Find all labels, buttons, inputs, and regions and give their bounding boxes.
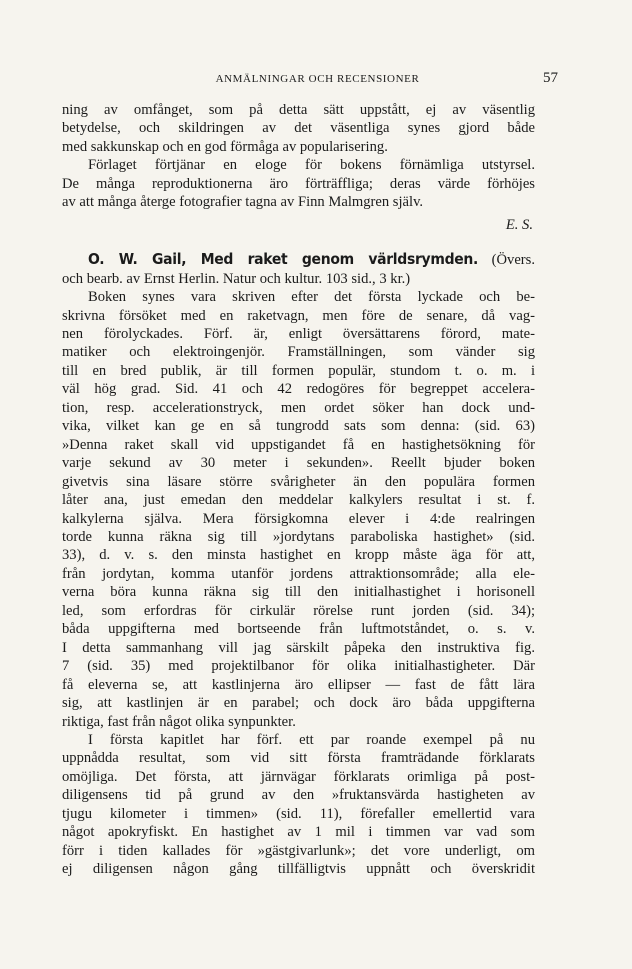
text-line: något apokryfiskt. En hastighet av 1 mil i timmen var vad som xyxy=(62,824,535,841)
review-title-line xyxy=(62,250,535,269)
page-header xyxy=(62,70,558,87)
text-line: uppnådda resultat, som vid sitt första framträdande förklarats xyxy=(62,750,535,767)
text-line: sig, att kastlinjen är en parabel; och dock äro båda uppgifterna xyxy=(62,695,535,712)
text-line: kalkylerna själva. Mera försigkomna elever i 4:de realringen xyxy=(62,510,535,527)
text-line: ning av omfånget, som på detta sätt uppstått, ej av väsentlig xyxy=(62,102,535,118)
running-head: ANMÄLNINGAR OCH RECENSIONER xyxy=(215,73,420,85)
text-line: låter ana, just emedan den meddelar kalkylers resultat i st. f. xyxy=(62,492,535,509)
text-line: av att många återge fotografier tagna av Finn Malmgren själv. xyxy=(62,194,424,211)
text-line: Boken synes vara skriven efter det första lyckade och be- xyxy=(88,289,535,306)
text-line: förr i tiden kallades för »gästgivarlunk»; det vore underligt, om xyxy=(62,842,535,859)
text-line: tjugu kilometer i timmen» (sid. 11), förefaller emellertid vara xyxy=(62,805,535,822)
text-line: tion, resp. accelerationstryck, men ordet söker han dock und- xyxy=(62,399,535,416)
text-line: verna böra kunna räkna sig till den initialhastighet i horisonell xyxy=(62,584,535,601)
review-heading xyxy=(62,250,535,288)
text-line: 33), d. v. s. den minsta hastighet en kropp måste äga för att, xyxy=(62,547,535,564)
text-line: led, som erfordras för cirkulär rörelse runt jorden (sid. 34); xyxy=(62,602,535,619)
text-line: Förlaget förtjänar en eloge för bokens förnämliga utstyrsel. xyxy=(88,157,535,174)
text-line: med sakkunskap och en god förmåga av popularisering. xyxy=(62,138,388,155)
text-line: skrivna försöket med en raketvagn, men före de senare, då vag- xyxy=(62,307,535,324)
body-text xyxy=(62,101,535,879)
review-paragraph-2 xyxy=(62,731,535,879)
review-paragraph-1 xyxy=(62,288,535,731)
text-line: matiker och elektroingenjör. Framställningen, som vänder sig xyxy=(62,344,535,361)
text-line: från jordytan, komma utanför jordens attraktionsområde; alla ele- xyxy=(62,565,535,582)
review-signature: E. S. xyxy=(505,216,533,233)
text-line: givetvis sina läsare större svårigheter än den populära formen xyxy=(62,473,535,490)
text-line: omöjliga. Det första, att järnvägar förklarats orimliga på post- xyxy=(62,768,535,785)
text-line: De många reproduktionerna äro förträffliga; deras värde förhöjes xyxy=(62,175,535,192)
text-line: väl hög grad. Sid. 41 och 42 redogöres för begreppet accelera- xyxy=(62,381,535,398)
text-line: ej diligensen någon gång tillfälligtvis uppnått och överskridit xyxy=(62,861,535,878)
text-line: diligensens tid på grund av den »fruktansvärda hastigheten av xyxy=(62,787,535,804)
text-line: I första kapitlet har förf. ett par roande exempel på nu xyxy=(88,731,535,748)
text-line: riktiga, fast från något olika synpunkter. xyxy=(62,713,296,730)
text-line: torde kunna räkna sig till »jordytans paraboliska hastighet» (sid. xyxy=(62,528,535,545)
title-details: (Övers. xyxy=(478,252,535,269)
text-line: »Denna raket skall vid uppstigandet få en hastighetsökning för xyxy=(62,436,535,453)
review-title-details: och bearb. av Ernst Herlin. Natur och kultur. 103 sid., 3 kr.) xyxy=(62,270,411,287)
text-line: båda uppgifterna med bortseende från luftmotståndet, o. s. v. xyxy=(62,621,535,638)
text-line: till en bred publik, är till formen populär, stundom t. o. m. i xyxy=(62,362,535,379)
page-number: 57 xyxy=(543,70,558,86)
text-line: nen förolyckades. Förf. är, enligt översättarens förord, mate- xyxy=(62,325,535,342)
book-title: O. W. Gail, Med raket genom världsrymden. xyxy=(88,250,479,269)
publisher-paragraph xyxy=(62,156,535,211)
text-line: varje sekund av 30 meter i sekunden». Reellt bjuder boken xyxy=(62,455,535,472)
text-line: vika, vilket kan ge en så tungrodd sats som denna: (sid. 63) xyxy=(62,418,535,435)
text-line: 7 (sid. 35) med projektilbanor för olika initialhastigheter. Där xyxy=(62,658,535,675)
text-line: I detta sammanhang vill jag särskilt påpeka den instruktiva fig. xyxy=(62,639,535,656)
text-line: få eleverna se, att kastlinjerna äro ellipser — fast de fått lära xyxy=(62,676,535,693)
text-line: betydelse, och skildringen av det väsentliga synes gjord både xyxy=(62,120,535,137)
continued-paragraph xyxy=(62,101,535,156)
